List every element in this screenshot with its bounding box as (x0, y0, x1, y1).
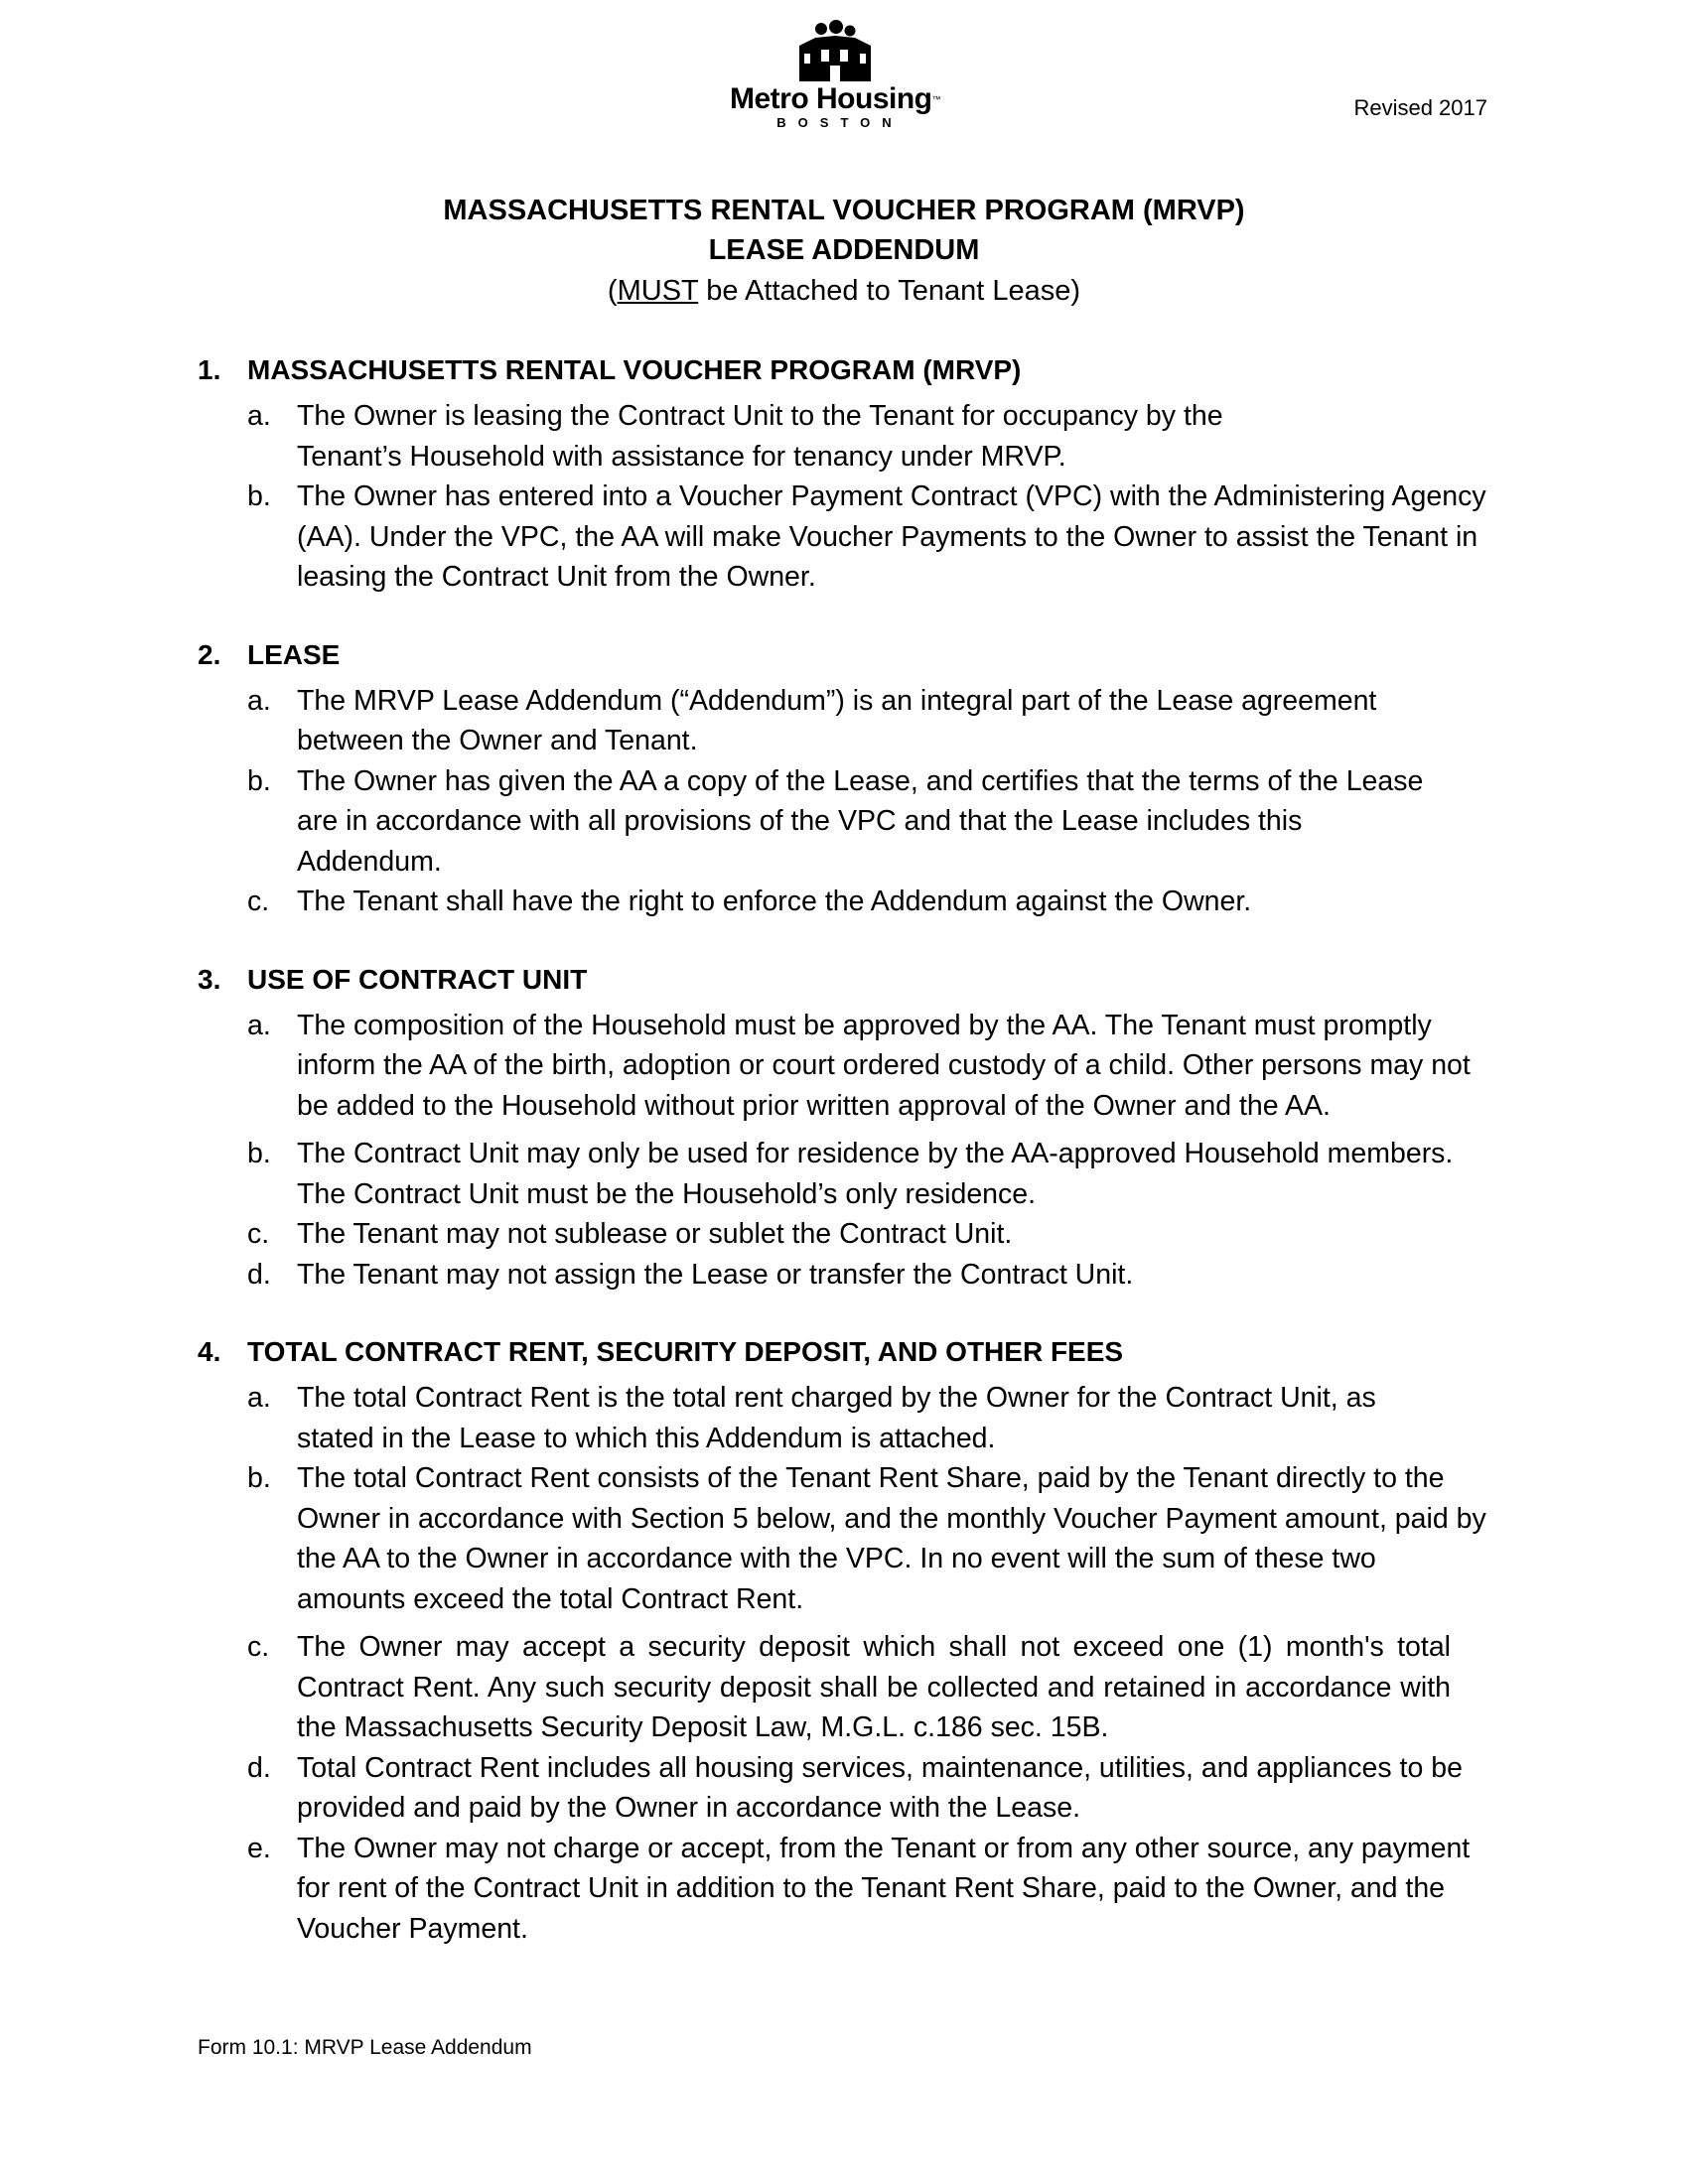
section-number: 1. (198, 354, 221, 385)
logo-city-text: BOSTON (776, 115, 904, 130)
item-text: The Tenant shall have the right to enforce the Addendum against the Owner. (297, 886, 1252, 917)
list-item (247, 1627, 1490, 1748)
item-letter: b. (247, 764, 271, 797)
item-letter: b. (247, 480, 271, 512)
item-text: The Owner may accept a security deposit which shall not exceed one (1) month's total Contract Rent. Any such security deposit shall be collected and retained in accordance with the Massachusetts Security Deposit Law, M.G.L. c.186 sec. 15B. (297, 1631, 1451, 1743)
revised-date: Revised 2017 (1353, 95, 1487, 120)
item-text: The Tenant may not assign the Lease or transfer the Contract Unit. (297, 1258, 1134, 1291)
item-text: The total Contract Rent consists of the Tenant Rent Share, paid by the Tenant directly to the Owner in accordance with Section 5 below, and the monthly Voucher Payment amount, paid by the AA to the Owner in accordance with the VPC. In no event will the sum of these two amounts exceed the total Contract Rent. (297, 1462, 1486, 1615)
title-line-1: MASSACHUSETTS RENTAL VOUCHER PROGRAM (MRVP) (443, 195, 1245, 226)
metro-housing-logo (713, 20, 957, 139)
list-item (247, 681, 1490, 761)
item-text: The Owner has given the AA a copy of the Lease, and certifies that the terms of the Lease are in accordance with all provisions of the VPC and that the Lease includes this Addendum. (297, 764, 1424, 878)
section-1 (198, 350, 1490, 598)
must-emphasis: MUST (617, 275, 699, 307)
section-heading (198, 635, 1490, 675)
item-text: The Owner is leasing the Contract Unit to the Tenant for occupancy by the Tenant’s Household with assistance for tenancy under MRVP. (297, 400, 1223, 473)
list-item (247, 1829, 1490, 1950)
item-text: The composition of the Household must be approved by the AA. The Tenant must promptly inform the AA of the birth, adoption or court ordered custody of a child. Other persons may not be added to the Household without prior written approval of the Owner and the AA. (297, 1009, 1471, 1122)
item-text: The Owner has entered into a Voucher Payment Contract (VPC) with the Administering Agency (AA). Under the VPC, the AA will make Voucher Payments to the Owner to assist the Tenant in leasing the Contract Unit from the Owner. (297, 480, 1486, 593)
document-title (0, 191, 1688, 312)
section-heading (198, 350, 1490, 390)
list-item (247, 1378, 1490, 1458)
section-items (247, 396, 1490, 598)
item-letter: d. (247, 1258, 271, 1291)
section-3 (198, 960, 1490, 1296)
item-text: The Contract Unit may only be used for residence by the AA-approved Household members. The Contract Unit must be the Household’s only residence. (297, 1138, 1454, 1210)
list-item (247, 1214, 1490, 1255)
document-body (198, 350, 1490, 1986)
item-letter: a. (247, 400, 271, 432)
item-letter: a. (247, 1009, 271, 1041)
item-letter: c. (247, 1218, 270, 1250)
item-letter: d. (247, 1751, 271, 1784)
section-title: TOTAL CONTRACT RENT, SECURITY DEPOSIT, AND OTHER FEES (247, 1336, 1124, 1367)
item-text: The total Contract Rent is the total rent charged by the Owner for the Contract Unit, as stated in the Lease to which this Addendum is attached. (297, 1382, 1376, 1454)
list-item (247, 1748, 1490, 1829)
item-text: The Owner may not charge or accept, from the Tenant or from any other source, any payment for rent of the Contract Unit in addition to the Tenant Rent Share, paid to the Owner, and the Voucher Payment. (297, 1832, 1471, 1945)
section-title: USE OF CONTRACT UNIT (247, 963, 588, 995)
list-item (247, 1255, 1490, 1296)
list-item (247, 396, 1490, 477)
item-letter: c. (247, 1631, 270, 1663)
section-4 (198, 1332, 1490, 1949)
title-line-2: LEASE ADDENDUM (708, 234, 980, 266)
section-title: MASSACHUSETTS RENTAL VOUCHER PROGRAM (MRVP) (247, 354, 1022, 385)
item-letter: b. (247, 1462, 271, 1494)
list-item (247, 1006, 1490, 1127)
section-number: 2. (198, 638, 221, 670)
list-item (247, 1458, 1490, 1619)
section-number: 4. (198, 1336, 221, 1367)
list-item (247, 761, 1490, 883)
logo-name-text: Metro Housing (730, 82, 932, 115)
list-item (247, 477, 1490, 598)
item-letter: b. (247, 1138, 271, 1169)
section-heading (198, 960, 1490, 1000)
item-letter: e. (247, 1832, 271, 1864)
section-items (247, 1378, 1490, 1949)
item-text: The Tenant may not sublease or sublet the Contract Unit. (297, 1218, 1013, 1250)
list-item (247, 882, 1490, 922)
section-heading (198, 1332, 1490, 1372)
section-title: LEASE (247, 638, 341, 670)
item-letter: a. (247, 684, 271, 717)
section-2 (198, 635, 1490, 922)
item-text: Total Contract Rent includes all housing services, maintenance, utilities, and appliances to be provided and paid by the Owner in accordance with the Lease. (297, 1751, 1463, 1824)
item-letter: c. (247, 886, 270, 917)
list-item (247, 1134, 1490, 1214)
logo-trademark: ™ (931, 94, 940, 104)
section-items (247, 681, 1490, 922)
people-houses-logo-icon (793, 20, 877, 81)
item-letter: a. (247, 1382, 271, 1414)
item-text: The MRVP Lease Addendum (“Addendum”) is an integral part of the Lease agreement between the Owner and Tenant. (297, 684, 1377, 756)
section-items (247, 1006, 1490, 1296)
section-number: 3. (198, 963, 221, 995)
page-header (0, 0, 1688, 149)
title-subtitle: (MUST be Attached to Tenant Lease) (607, 275, 1081, 307)
page-footer: Form 10.1: MRVP Lease Addendum (198, 2036, 532, 2059)
